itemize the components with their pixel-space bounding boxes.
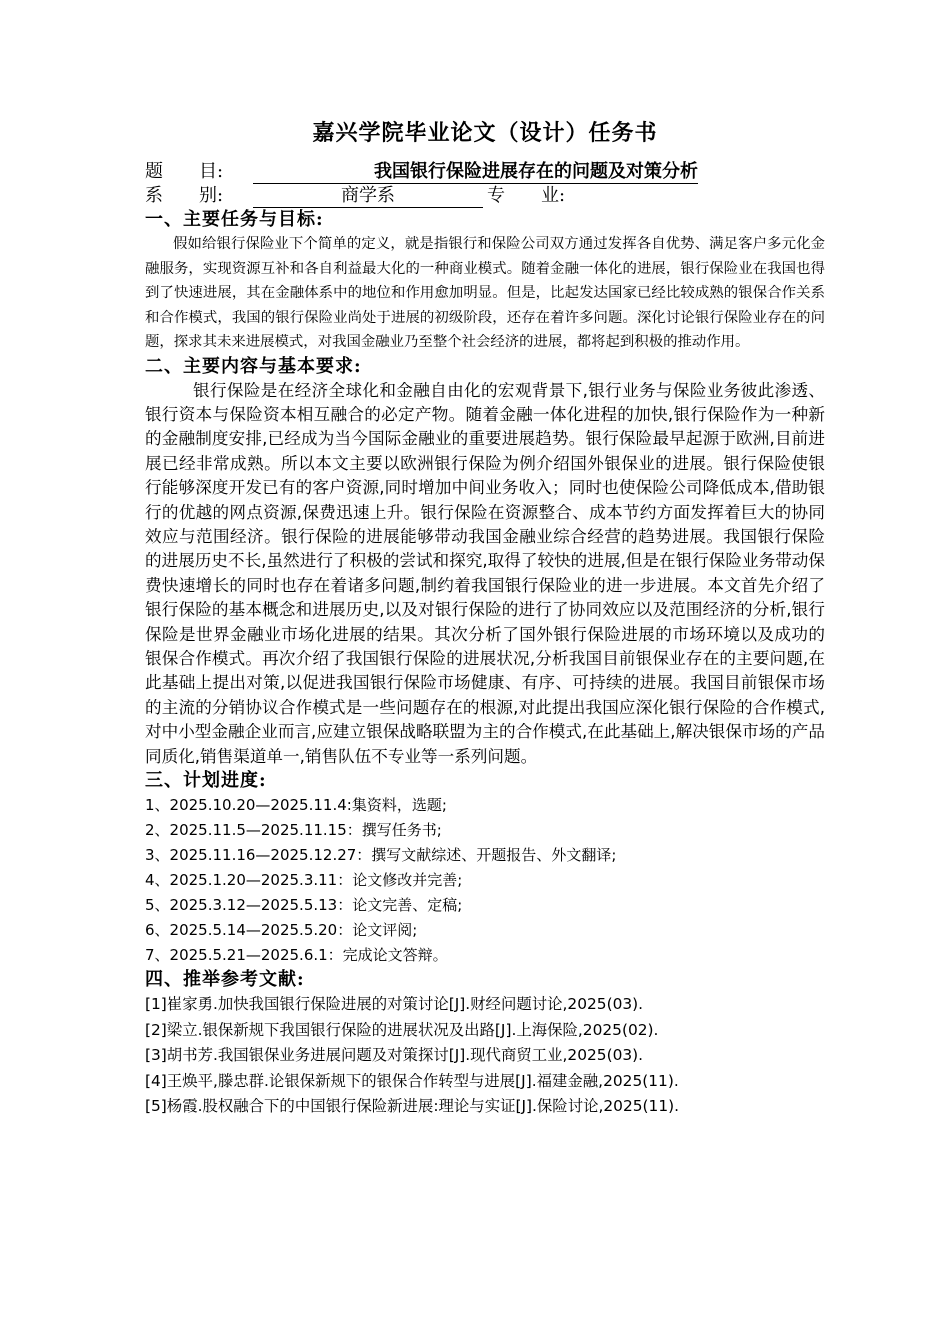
plan-item: 2、2025.11.5—2025.11.15：撰写任务书; [145, 821, 442, 839]
plan-item: 4、2025.1.20—2025.3.11：论文修改并完善; [145, 871, 463, 889]
content-paragraph: 银行保险是在经济全球化和金融自由化的宏观背景下,银行业务与保险业务彼此渗透、银行资本与保险资本相互融合的必定产物。随着金融一体化进程的加快,银行保险作为一种新的金融制度安排,已经成为当今国际金融业的重要进展趋势。银行保险最早起源于欧洲,目前进展已经非常成熟。所以本文主要以欧洲银行保险为例介绍国外银保业的进展。银行保险使银行能够深度开发已有的客户资源,同时增加中间业务收入；同时也使保险公司降低成本,借助银行的优越的网点资源,保费迅速上升。银行保险在资源整合、成本节约方面发挥着巨大的协同效应与范围经济。银行保险的进展能够带动我国金融业综合经营的趋势进展。我国银行保险的进展历史不长,虽然进行了积极的尝试和探究,取得了较快的进展,但是在银行保险业务带动保费快速增长的同时也存在着诸多问题,制约着我国银行保险业的进一步进展。本文首先介绍了银行保险的基本概念和进展历史,以及对银行保险的进行了协同效应以及范围经济的分析,银行保险是世界金融业市场化进展的结果。其次分析了国外银行保险进展的市场环境以及成功的银保合作模式。再次介绍了我国银行保险的进展状况,分析我国目前银保业存在的主要问题,在此基础上提出对策,以促进我国银行保险市场健康、有序、可持续的进展。我国目前银保市场的主流的分销协议合作模式是一些问题存在的根源,对此提出我国应深化银行保险的合作模式,对中小型金融企业而言,应建立银保战略联盟为主的合作模式,在此基础上,解决银保市场的产品同质化,销售渠道单一,销售队伍不专业等一系列问题。 [145, 380, 825, 766]
section-heading-tasks: 一、主要任务与目标: [145, 209, 324, 230]
section-heading-content: 二、主要内容与基本要求: [145, 355, 362, 377]
reference-item: [5]杨霞.股权融合下的中国银行保险新进展:理论与实证[J].保险讨论,2025(11). [145, 1097, 680, 1115]
document-page [145, 118, 825, 1120]
major-label: 专 业: [487, 185, 566, 206]
section-heading-plan: 三、计划进度: [145, 770, 267, 791]
plan-item: 5、2025.3.12—2025.5.13：论文完善、定稿; [145, 896, 463, 914]
task-paragraph: 假如给银行保险业下个简单的定义，就是指银行和保险公司双方通过发挥各自优势、满足客户多元化金融服务，实现资源互补和各自利益最大化的一种商业模式。随着金融一体化的进展，银行保险业在我国也得到了快速进展，其在金融体系中的地位和作用愈加明显。但是，比起发达国家已经比较成熟的银保合作关系和合作模式，我国的银行保险业尚处于进展的初级阶段，还存在着许多问题。深化讨论银行保险业存在的问题，探求其未来进展模式，对我国金融业乃至整个社会经济的进展，都将起到积极的推动作用。 [145, 236, 825, 350]
dept-label: 系 别: [145, 185, 224, 206]
topic-value: 我国银行保险进展存在的问题及对策分析 [253, 161, 698, 184]
dept-row [145, 184, 825, 208]
topic-label: 题 目: [145, 161, 224, 182]
reference-item: [3]胡书芳.我国银保业务进展问题及对策探讨[J].现代商贸工业,2025(03). [145, 1046, 644, 1064]
document-title: 嘉兴学院毕业论文（设计）任务书 [312, 120, 658, 146]
plan-list [145, 793, 825, 968]
reference-list [145, 992, 825, 1120]
plan-item: 3、2025.11.16—2025.12.27：撰写文献综述、开题报告、外文翻译; [145, 846, 617, 864]
reference-item: [4]王焕平,滕忠群.论银保新规下的银保合作转型与进展[J].福建金融,2025(11). [145, 1071, 679, 1090]
plan-item: 7、2025.5.21—2025.6.1：完成论文答辩。 [145, 946, 448, 964]
reference-item: [1]崔家勇.加快我国银行保险进展的对策讨论[J].财经问题讨论,2025(03). [145, 995, 644, 1013]
section-heading-references: 四、推举参考文献: [145, 969, 305, 990]
reference-item: [2]梁立.银保新规下我国银行保险的进展状况及出路[J].上海保险,2025(02). [145, 1020, 659, 1039]
dept-value: 商学系 [253, 185, 483, 208]
topic-row [145, 160, 825, 184]
plan-item: 1、2025.10.20—2025.11.4:集资料，选题; [145, 796, 447, 814]
plan-item: 6、2025.5.14—2025.5.20：论文评阅; [145, 921, 418, 939]
